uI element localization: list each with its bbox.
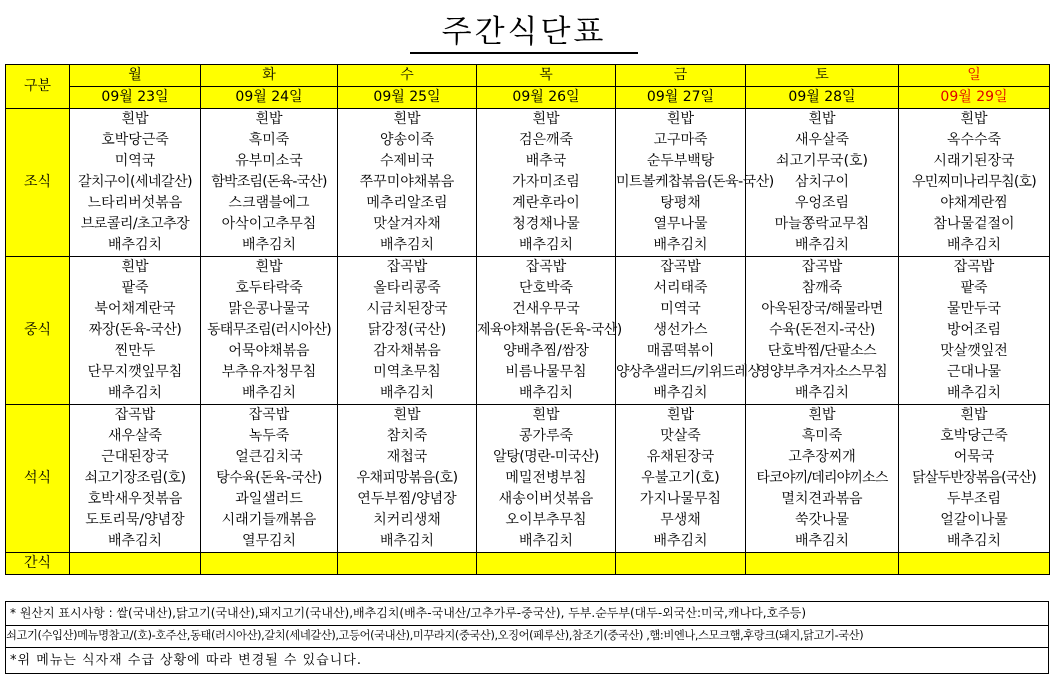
- menu-item: 브로콜리/초고추장: [70, 214, 201, 235]
- menu-item: 양송이죽: [338, 130, 477, 151]
- meal-label-snack: 간식: [6, 553, 70, 575]
- snack-cell: [899, 553, 1050, 575]
- menu-item: 흰밥: [70, 257, 201, 279]
- menu-item: 잡곡밥: [338, 257, 477, 279]
- menu-item: 단무지깻잎무침: [70, 362, 201, 383]
- menu-item: 배추김치: [616, 235, 746, 257]
- menu-item: 수육(돈전지-국산): [746, 320, 899, 341]
- menu-item: 동태무조림(러시아산): [201, 320, 338, 341]
- meal-label-dinner: 석식: [6, 405, 70, 553]
- menu-item: 갈치구이(세네갈산): [70, 172, 201, 193]
- menu-item: 우채피망볶음(호): [338, 468, 477, 489]
- menu-item: 가자미조림: [477, 172, 616, 193]
- snack-cell: [616, 553, 746, 575]
- date-header: 09월 26일: [477, 87, 616, 109]
- menu-item: 물만두국: [899, 299, 1050, 320]
- menu-item: 짜장(돈육-국산): [70, 320, 201, 341]
- menu-item: 메밀전병부침: [477, 468, 616, 489]
- menu-item: 우민찌미나리무침(호): [899, 172, 1050, 193]
- menu-item: 새우살죽: [70, 426, 201, 447]
- snack-cell: [338, 553, 477, 575]
- menu-item: 스크램블에그: [201, 193, 338, 214]
- menu-item: 흰밥: [338, 405, 477, 427]
- menu-item: 흰밥: [616, 405, 746, 427]
- menu-item: 배추김치: [201, 235, 338, 257]
- menu-item: 유채된장국: [616, 447, 746, 468]
- menu-item: 흑미죽: [746, 426, 899, 447]
- menu-item: 배추김치: [899, 235, 1050, 257]
- menu-row: [6, 489, 1050, 510]
- menu-item: 근대된장국: [70, 447, 201, 468]
- menu-row: [6, 299, 1050, 320]
- menu-item: 잡곡밥: [899, 257, 1050, 279]
- menu-item: 찐만두: [70, 341, 201, 362]
- menu-item: 치커리생채: [338, 510, 477, 531]
- menu-item: 영양부추겨자소스무침: [746, 362, 899, 383]
- menu-item: 호두타락죽: [201, 278, 338, 299]
- menu-item: 흰밥: [70, 109, 201, 131]
- menu-row: [6, 130, 1050, 151]
- menu-item: 얼큰김치국: [201, 447, 338, 468]
- menu-item: 생선가스: [616, 320, 746, 341]
- menu-item: 흰밥: [201, 109, 338, 131]
- day-header: 목: [477, 65, 616, 87]
- menu-item: 배추김치: [899, 383, 1050, 405]
- menu-item: 맛살죽: [616, 426, 746, 447]
- menu-row: [6, 362, 1050, 383]
- date-header: 09월 23일: [70, 87, 201, 109]
- menu-item: 오이부추무침: [477, 510, 616, 531]
- menu-item: 참깨죽: [746, 278, 899, 299]
- menu-item: 흰밥: [477, 109, 616, 131]
- menu-item: 쑥갓나물: [746, 510, 899, 531]
- snack-cell: [477, 553, 616, 575]
- menu-item: 순두부백탕: [616, 151, 746, 172]
- menu-item: 두부조림: [899, 489, 1050, 510]
- menu-item: 탕평채: [616, 193, 746, 214]
- snack-cell: [201, 553, 338, 575]
- menu-item: 흰밥: [746, 405, 899, 427]
- menu-item: 배추김치: [616, 531, 746, 553]
- menu-item: 느타리버섯볶음: [70, 193, 201, 214]
- menu-item: 배추김치: [616, 383, 746, 405]
- menu-item: 호박당근죽: [70, 130, 201, 151]
- menu-item: 팥죽: [70, 278, 201, 299]
- menu-item: 멸치견과볶음: [746, 489, 899, 510]
- menu-item: 잡곡밥: [201, 405, 338, 427]
- menu-row: [6, 193, 1050, 214]
- menu-item: 배추김치: [338, 531, 477, 553]
- menu-item: 과일샐러드: [201, 489, 338, 510]
- menu-item: 녹두죽: [201, 426, 338, 447]
- meal-label-breakfast: 조식: [6, 109, 70, 257]
- menu-item: 배추김치: [70, 383, 201, 405]
- menu-item: 호박새우젓볶음: [70, 489, 201, 510]
- menu-row: [6, 172, 1050, 193]
- menu-item: 알탕(명란-미국산): [477, 447, 616, 468]
- menu-item: 잡곡밥: [477, 257, 616, 279]
- menu-item: 서리태죽: [616, 278, 746, 299]
- menu-item: 흰밥: [201, 257, 338, 279]
- header-day-row: [6, 65, 1050, 87]
- menu-item: 북어채계란국: [70, 299, 201, 320]
- menu-item: 마늘쫑락교무침: [746, 214, 899, 235]
- menu-row: [6, 510, 1050, 531]
- menu-item: 배추김치: [338, 383, 477, 405]
- menu-item: 옥수수죽: [899, 130, 1050, 151]
- menu-item: 양상추샐러드/키위드레싱: [616, 362, 746, 383]
- menu-item: 비름나물무침: [477, 362, 616, 383]
- menu-row: [6, 109, 1050, 131]
- menu-item: 단호박죽: [477, 278, 616, 299]
- menu-item: 잡곡밥: [746, 257, 899, 279]
- menu-item: 우불고기(호): [616, 468, 746, 489]
- menu-item: 열무나물: [616, 214, 746, 235]
- menu-item: 배추김치: [477, 531, 616, 553]
- date-header: 09월 25일: [338, 87, 477, 109]
- menu-item: 삼치구이: [746, 172, 899, 193]
- menu-item: 흰밥: [746, 109, 899, 131]
- menu-item: 제육야채볶음(돈육-국산): [477, 320, 616, 341]
- date-header: 09월 29일: [899, 87, 1050, 109]
- menu-item: 시래기된장국: [899, 151, 1050, 172]
- header-date-row: [6, 87, 1050, 109]
- menu-item: 배추김치: [746, 531, 899, 553]
- menu-item: 참나물겉절이: [899, 214, 1050, 235]
- date-header: 09월 27일: [616, 87, 746, 109]
- menu-item: 야채계란찜: [899, 193, 1050, 214]
- menu-row: [6, 426, 1050, 447]
- menu-item: 방어조림: [899, 320, 1050, 341]
- snack-cell: [70, 553, 201, 575]
- menu-item: 도토리묵/양념장: [70, 510, 201, 531]
- menu-item: 감자채볶음: [338, 341, 477, 362]
- menu-item: 참치죽: [338, 426, 477, 447]
- menu-item: 팥죽: [899, 278, 1050, 299]
- menu-item: 단호박찜/단팥소스: [746, 341, 899, 362]
- menu-row: [6, 341, 1050, 362]
- date-header: 09월 28일: [746, 87, 899, 109]
- menu-item: 미역초무침: [338, 362, 477, 383]
- menu-row: [6, 531, 1050, 553]
- menu-item: 맑은콩나물국: [201, 299, 338, 320]
- menu-item: 고구마죽: [616, 130, 746, 151]
- date-header: 09월 24일: [201, 87, 338, 109]
- day-header: 토: [746, 65, 899, 87]
- day-header: 월: [70, 65, 201, 87]
- day-header: 수: [338, 65, 477, 87]
- menu-item: 흑미죽: [201, 130, 338, 151]
- menu-row: [6, 257, 1050, 279]
- menu-item: 흰밥: [338, 109, 477, 131]
- menu-item: 흰밥: [899, 109, 1050, 131]
- menu-item: 배추김치: [746, 235, 899, 257]
- day-header: 일: [899, 65, 1050, 87]
- menu-row: [6, 151, 1050, 172]
- menu-item: 가지나물무침: [616, 489, 746, 510]
- menu-item: 아삭이고추무침: [201, 214, 338, 235]
- menu-item: 열무김치: [201, 531, 338, 553]
- category-header: 구분: [6, 65, 70, 109]
- menu-item: 매콤떡볶이: [616, 341, 746, 362]
- menu-row: [6, 214, 1050, 235]
- menu-item: 배추김치: [338, 235, 477, 257]
- menu-item: 함박조림(돈육-국산): [201, 172, 338, 193]
- menu-row: [6, 320, 1050, 341]
- menu-item: 배추김치: [70, 531, 201, 553]
- title-area: [0, 0, 1053, 64]
- menu-item: 올타리콩죽: [338, 278, 477, 299]
- menu-item: 어묵국: [899, 447, 1050, 468]
- menu-item: 양배추찜/쌈장: [477, 341, 616, 362]
- menu-item: 청경채나물: [477, 214, 616, 235]
- snack-cell: [746, 553, 899, 575]
- menu-item: 흰밥: [477, 405, 616, 427]
- menu-item: 쇠고기장조림(호): [70, 468, 201, 489]
- menu-item: 부추유자청무침: [201, 362, 338, 383]
- menu-item: 우엉조림: [746, 193, 899, 214]
- menu-item: 연두부찜/양념장: [338, 489, 477, 510]
- menu-item: 쭈꾸미야채볶음: [338, 172, 477, 193]
- menu-item: 미트볼케찹볶음(돈육-국산): [616, 172, 746, 193]
- menu-row: [6, 447, 1050, 468]
- menu-item: 고추장찌개: [746, 447, 899, 468]
- menu-item: 호박당근죽: [899, 426, 1050, 447]
- menu-item: 배추국: [477, 151, 616, 172]
- page-title: 주간식단표: [410, 14, 638, 54]
- menu-item: 유부미소국: [201, 151, 338, 172]
- menu-item: 배추김치: [477, 235, 616, 257]
- menu-item: 계란후라이: [477, 193, 616, 214]
- menu-row: [6, 383, 1050, 405]
- menu-item: 맛살깻잎전: [899, 341, 1050, 362]
- menu-item: 건새우무국: [477, 299, 616, 320]
- menu-item: 흰밥: [899, 405, 1050, 427]
- menu-item: 배추김치: [70, 235, 201, 257]
- day-header: 화: [201, 65, 338, 87]
- menu-item: 새송이버섯볶음: [477, 489, 616, 510]
- weekly-menu-table: [5, 64, 1050, 575]
- menu-item: 잡곡밥: [616, 257, 746, 279]
- menu-row: [6, 405, 1050, 427]
- origin-detail-note: 쇠고기(수입산)메뉴명참고/(호)-호주산,동태(러시아산),갈치(세네갈산),고등어(국내산),미꾸라지(중국산),오징어(페루산),참조기(중국산) ,햄:비엔나,스모크햄,후랑크(돼지,닭고기-국산): [5, 625, 1049, 647]
- menu-item: 시래기들깨볶음: [201, 510, 338, 531]
- menu-item: 닭강정(국산): [338, 320, 477, 341]
- menu-item: 근대나물: [899, 362, 1050, 383]
- menu-item: 배추김치: [477, 383, 616, 405]
- day-header: 금: [616, 65, 746, 87]
- menu-item: 미역국: [616, 299, 746, 320]
- menu-item: 흰밥: [616, 109, 746, 131]
- origin-note: * 원산지 표시사항 : 쌀(국내산),닭고기(국내산),돼지고기(국내산),배추김치(배추-국내산/고추가루-중국산), 두부.순두부(대두-외국산:미국,캐나다,호주등): [5, 601, 1049, 625]
- menu-item: 검은깨죽: [477, 130, 616, 151]
- menu-item: 아욱된장국/해물라면: [746, 299, 899, 320]
- menu-item: 새우살죽: [746, 130, 899, 151]
- menu-item: 타코야끼/데리야끼소스: [746, 468, 899, 489]
- menu-item: 무생채: [616, 510, 746, 531]
- menu-row: [6, 468, 1050, 489]
- menu-row: [6, 278, 1050, 299]
- menu-item: 메추리알조림: [338, 193, 477, 214]
- menu-item: 재첩국: [338, 447, 477, 468]
- disclaimer-note: *위 메뉴는 식자재 수급 상황에 따라 변경될 수 있습니다.: [5, 647, 1049, 674]
- menu-item: 맛살겨자채: [338, 214, 477, 235]
- menu-item: 수제비국: [338, 151, 477, 172]
- menu-item: 배추김치: [746, 383, 899, 405]
- menu-item: 콩가루죽: [477, 426, 616, 447]
- menu-item: 쇠고기무국(호): [746, 151, 899, 172]
- menu-row: [6, 235, 1050, 257]
- menu-item: 닭살두반장볶음(국산): [899, 468, 1050, 489]
- menu-item: 얼갈이나물: [899, 510, 1050, 531]
- menu-item: 잡곡밥: [70, 405, 201, 427]
- meal-label-lunch: 중식: [6, 257, 70, 405]
- snack-row: [6, 553, 1050, 575]
- menu-item: 시금치된장국: [338, 299, 477, 320]
- menu-item: 어묵야채볶음: [201, 341, 338, 362]
- menu-item: 미역국: [70, 151, 201, 172]
- menu-item: 탕수육(돈육-국산): [201, 468, 338, 489]
- menu-item: 배추김치: [201, 383, 338, 405]
- menu-item: 배추김치: [899, 531, 1050, 553]
